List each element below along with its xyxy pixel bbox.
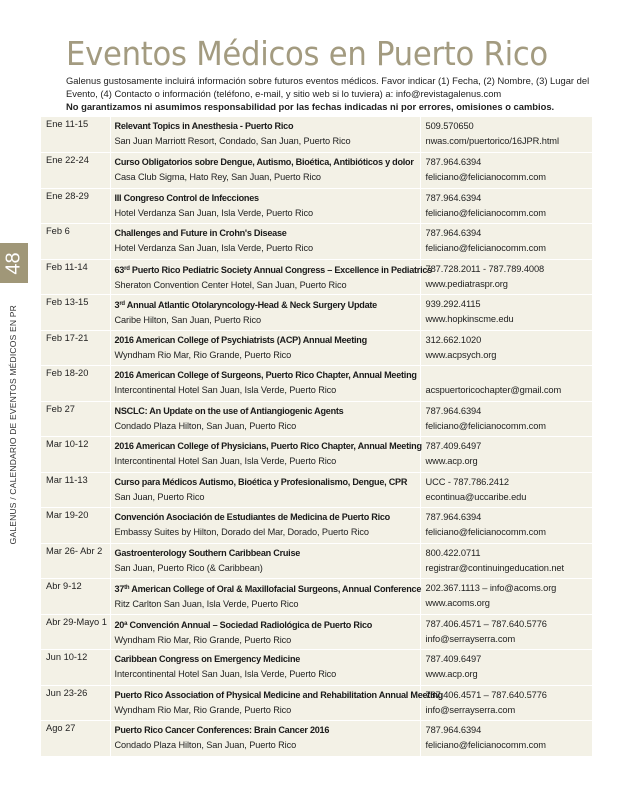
event-row [41,188,592,224]
event-date: Mar 19-20 [41,508,110,544]
contact-line-1: 787.964.6394 [425,192,482,203]
event-info [110,153,420,189]
event-info [110,188,420,224]
event-name [115,617,416,633]
event-date: Ene 11-15 [41,117,110,153]
event-info [110,508,420,544]
event-date: Feb 6 [41,224,110,260]
event-row [41,721,592,757]
event-name-text: NSCLC: An Update on the use of Antiangiogenic Agents [114,405,344,416]
event-name [114,262,432,278]
event-name-text: Curso para Médicos Autismo, Bioética y Profesionalismo, Dengue, CPR [114,476,408,487]
event-place: Wyndham Rio Mar, Rio Grande, Puerto Rico [114,634,292,645]
event-row [41,259,592,295]
event-name [114,439,422,454]
contact-line-1: 509.570650 [425,121,474,131]
event-name [115,546,416,561]
event-place: Wyndham Rio Mar, Rio Grande, Puerto Rico [114,704,292,715]
contact-line-2: feliciano@felicianocomm.com [425,243,546,253]
contact-line-1: 787.964.6394 [425,157,482,167]
contact-line-1: 787.409.6497 [425,441,482,451]
contact-line-1: 787.964.6394 [425,228,482,238]
contact-line-1: 787.964.6394 [425,512,482,522]
event-place: Intercontinental Hotel San Juan, Isla Verde, Puerto Rico [114,456,337,466]
contact-line-2: feliciano@felicianocomm.com [425,172,546,182]
event-place: Hotel Verdanza San Juan, Isla Verde, Puerto Rico [114,207,313,218]
event-name [115,652,416,667]
event-date: Feb 13-15 [41,295,110,331]
contact-line-1: 787.409.6497 [425,654,482,664]
event-name-text: Puerto Rico Pediatric Society Annual Congress – Excellence in Pediatrics [131,264,432,275]
event-name-text: Puerto Rico Cancer Conferences: Brain Cancer 2016 [114,725,330,735]
event-name-text: Caribbean Congress on Emergency Medicine [114,654,301,664]
event-name-text: 2016 American College of Psychiatrists (ACP) Annual Meeting [114,334,367,345]
contact-line-1: 939.292.4115 [425,299,481,309]
event-place: San Juan, Puerto Rico [114,491,205,502]
disclaimer: No garantizamos ni asumimos responsabilidad por las fechas indicadas ni por errores, omisiones o cambios. [66,101,555,112]
event-place: Ritz Carlton San Juan, Isla Verde, Puerto Rico [114,599,299,609]
event-contact [420,614,592,650]
event-contact [420,543,592,579]
event-row [41,685,592,721]
event-info [110,366,420,402]
event-place: Condado Plaza Hilton, San Juan, Puerto Rico [114,420,297,431]
contact-line-2: feliciano@felicianocomm.com [425,207,546,218]
page-title: Eventos Médicos en Puerto Rico [66,34,548,73]
contact-line-2: www.acpsych.org [425,349,497,360]
event-contact [420,437,592,473]
event-date: Mar 26- Abr 2 [41,543,110,579]
event-row [41,401,592,437]
event-contact [420,224,592,260]
event-info [110,117,420,153]
event-name-text: Relevant Topics in Anesthesia - Puerto Rico [114,121,294,131]
event-ordinal: 37 [114,584,125,594]
event-date: Jun 10-12 [41,650,110,686]
event-date: Jun 23-26 [41,685,110,721]
contact-line-2: www.hopkinscme.edu [425,314,514,324]
event-row [41,117,592,153]
event-row [41,437,592,473]
event-contact [420,330,592,366]
event-contact [420,508,592,544]
event-ordinal-suffix: rd [124,265,130,272]
events-table [41,117,592,757]
event-place: Embassy Suites by Hilton, Dorado del Mar, Dorado, Puerto Rico [114,527,369,537]
event-row [41,650,592,686]
event-name [115,191,416,206]
event-name-text: Convención Asociación de Estudiantes de Medicina de Puerto Rico [114,512,390,522]
event-row [41,472,592,508]
contact-line-1: UCC - 787.786.2412 [425,476,509,487]
event-name-text: Curso Obligatorios sobre Dengue, Autismo, Bioética, Antibióticos y dolor [114,157,414,167]
event-info [110,721,420,757]
event-info [110,472,420,508]
event-contact [420,259,592,295]
event-ordinal: 3 [114,300,120,310]
contact-line-1 [426,368,589,383]
event-contact [420,650,592,686]
event-row [41,224,592,260]
event-date: Ene 28-29 [41,188,110,224]
event-name [115,155,416,170]
header [66,36,596,113]
event-contact [420,188,592,224]
contact-line-2: info@serrayserra.com [425,633,516,644]
event-place: Casa Club Sigma, Hato Rey, San Juan, Puerto Rico [114,172,321,182]
event-name-text: Gastroenterology Southern Caribbean Cruise [114,547,301,558]
event-name-text: American College of Oral & Maxillofacial Surgeons, Annual Conference [131,584,422,594]
contact-line-2: www.acoms.org [425,598,490,608]
event-name [115,368,416,383]
event-contact [420,472,592,508]
event-ordinal-suffix: rd [119,301,125,307]
event-contact [420,153,592,189]
event-place: Intercontinental Hotel San Juan, Isla Verde, Puerto Rico [114,385,337,395]
event-ordinal: 63 [114,264,125,275]
contact-line-2: www.pediatraspr.org [425,278,508,289]
event-info [110,224,420,260]
event-place: San Juan Marriott Resort, Condado, San Juan, Puerto Rico [114,136,351,146]
event-date: Feb 18-20 [41,366,110,402]
event-ordinal-suffix: a [124,620,128,627]
contact-line-2: feliciano@felicianocomm.com [425,527,546,537]
event-info [110,401,420,437]
event-place: Sheraton Convention Center Hotel, San Juan, Puerto Rico [114,279,347,290]
event-name [115,297,416,313]
running-head: GALENUS / CALENDARIO DE EVENTOS MÉDICOS EN PR [8,305,18,545]
event-ordinal-suffix: th [124,585,130,591]
event-info [110,650,420,686]
page-number-text: 48 [2,251,25,275]
event-date: Abr 9-12 [41,579,110,615]
event-contact [420,366,592,402]
event-name [115,119,416,134]
contact-line-2: feliciano@felicianocomm.com [425,420,546,431]
event-name-text: Convención Annual – Sociedad Radiológica de Puerto Rico [129,619,373,630]
event-name-text: 2016 American College of Physicians, Puerto Rico Chapter, Annual Meeting [114,441,422,451]
event-info [110,543,420,579]
event-row [41,614,592,650]
event-date: Feb 11-14 [41,259,110,295]
event-name-text: III Congreso Control de Infecciones [114,192,259,203]
event-place: San Juan, Puerto Rico (& Caribbean) [114,562,263,573]
event-info [110,614,420,650]
event-place: Intercontinental Hotel San Juan, Isla Verde, Puerto Rico [114,669,337,679]
event-info [110,259,432,295]
event-row [41,508,592,544]
event-date: Mar 11-13 [41,472,110,508]
event-date: Abr 29-Mayo 1 [41,614,110,650]
event-date: Feb 17-21 [41,330,110,366]
event-name [115,723,416,738]
contact-line-2: econtinua@uccaribe.edu [425,491,527,502]
event-name [115,475,416,490]
contact-line-1: 787.406.4571 – 787.640.5776 [425,689,547,700]
event-contact [420,579,592,615]
event-info [110,437,420,473]
contact-line-1: 787.964.6394 [425,405,482,416]
contact-line-1: 787.964.6394 [425,725,482,735]
contact-line-1: 312.662.1020 [425,334,482,345]
event-date: Ago 27 [41,721,110,757]
event-contact [420,295,592,331]
event-place: Condado Plaza Hilton, San Juan, Puerto Rico [114,740,297,750]
event-date: Ene 22-24 [41,153,110,189]
contact-line-2: feliciano@felicianocomm.com [425,740,546,750]
event-ordinal: 20 [114,619,125,630]
contact-line-1: 800.422.0711 [425,547,481,558]
event-name-text: 2016 American College of Surgeons, Puerto Rico Chapter, Annual Meeting [114,370,417,380]
contact-line-1: 787.728.2011 - 787.789.4008 [425,263,545,274]
event-name [114,581,422,597]
event-name [115,333,416,348]
contact-line-1: 202.367.1113 – info@acoms.org [425,583,557,593]
intro [66,74,596,113]
event-name [115,226,416,241]
contact-line-2: acspuertoricochapter@gmail.com [425,385,562,395]
event-name [115,510,416,525]
event-row [41,153,592,189]
event-info [110,330,420,366]
event-contact [420,117,592,153]
side-strip [0,0,28,802]
event-row [41,330,592,366]
event-place: Wyndham Rio Mar, Rio Grande, Puerto Rico [114,349,292,360]
contact-line-1: 787.406.4571 – 787.640.5776 [425,618,547,629]
intro-text: Galenus gustosamente incluirá información sobre futuros eventos médicos. Favor indicar (1) Fecha, (2) Nombre, (3) Lugar del Evento, (4) Contacto o información (teléfono, e-mail, y sitio web si lo tuviera) a: info@revistagalenus.com [66,75,590,99]
event-place: Hotel Verdanza San Juan, Isla Verde, Puerto Rico [114,243,313,253]
event-info [110,295,420,331]
event-name [114,688,443,703]
contact-line-2: registrar@continuingeducation.net [425,562,564,573]
event-info [110,579,420,615]
event-row [41,543,592,579]
event-contact [420,685,592,721]
event-name-text: Annual Atlantic Otolaryncology-Head & Neck Surgery Update [126,300,377,310]
contact-line-2: www.acp.org [425,456,478,466]
event-place: Caribe Hilton, San Juan, Puerto Rico [114,315,262,325]
event-row [41,295,592,331]
contact-line-2: www.acp.org [425,669,478,679]
event-row [41,366,592,402]
contact-line-2: info@serrayserra.com [425,704,516,715]
event-row [41,579,592,615]
event-date: Feb 27 [41,401,110,437]
event-name-text: Puerto Rico Association of Physical Medicine and Rehabilitation Annual Meeting [114,689,443,700]
event-name [115,404,416,419]
event-name-text: Challenges and Future in Crohn's Disease [114,228,287,238]
contact-line-2: nwas.com/puertorico/16JPR.html [425,136,559,146]
event-contact [420,721,592,757]
page-number [0,243,28,283]
event-date: Mar 10-12 [41,437,110,473]
event-info [110,685,443,721]
event-contact [420,401,592,437]
